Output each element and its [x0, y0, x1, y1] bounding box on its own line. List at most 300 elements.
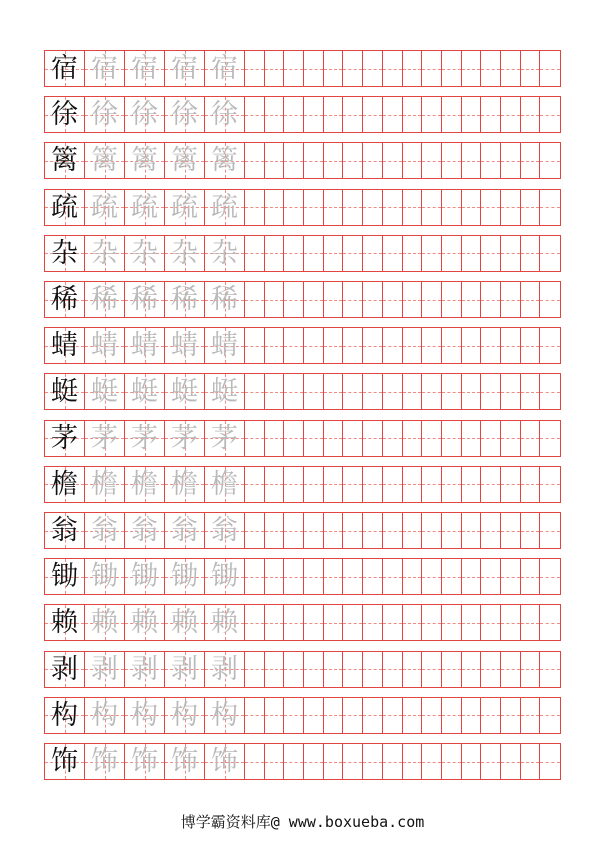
blank-practice-cell [501, 282, 521, 317]
trace-character: 赖 [131, 607, 158, 639]
model-character: 宿 [51, 53, 78, 84]
model-char-cell [45, 513, 85, 548]
practice-row [44, 697, 561, 734]
blank-practice-cell [481, 559, 501, 594]
blank-practice-cell [245, 51, 265, 86]
model-character: 饰 [51, 746, 78, 777]
trace-character: 疏 [211, 191, 238, 223]
blank-practice-cell [422, 190, 442, 225]
blank-practice-cell [245, 467, 265, 502]
blank-practice-cell [422, 143, 442, 178]
blank-practice-cell [481, 374, 501, 409]
practice-row [44, 558, 561, 595]
blank-practice-cell [265, 282, 285, 317]
trace-char-cell [125, 559, 165, 594]
trace-character: 宿 [171, 53, 198, 84]
trace-character: 蜻 [91, 330, 118, 362]
model-character: 茅 [51, 422, 78, 454]
trace-character: 构 [91, 699, 118, 731]
blank-practice-cell [265, 51, 285, 86]
trace-char-cell [205, 282, 245, 317]
blank-practice-cell [383, 421, 403, 456]
trace-char-cell [125, 605, 165, 640]
blank-practice-cell [245, 374, 265, 409]
blank-practice-cell [540, 467, 560, 502]
model-character: 檐 [51, 468, 78, 500]
blank-practice-cell [521, 328, 541, 363]
blank-practice-cell [462, 698, 482, 733]
blank-practice-cell [284, 374, 304, 409]
blank-practice-cell [501, 374, 521, 409]
blank-practice-cell [481, 97, 501, 132]
blank-practice-cell [304, 698, 324, 733]
blank-practice-cell [343, 605, 363, 640]
trace-char-cell [85, 513, 125, 548]
blank-practice-cell [265, 374, 285, 409]
model-char-cell [45, 421, 85, 456]
blank-practice-cell [403, 328, 423, 363]
blank-practice-cell [540, 605, 560, 640]
blank-practice-cell [403, 744, 423, 779]
blank-practice-cell [245, 744, 265, 779]
blank-practice-cell [363, 236, 383, 271]
trace-character: 蜻 [211, 330, 238, 362]
blank-practice-cell [304, 190, 324, 225]
trace-char-cell [205, 559, 245, 594]
blank-practice-cell [501, 513, 521, 548]
trace-character: 剥 [131, 653, 158, 685]
blank-practice-cell [324, 421, 344, 456]
blank-practice-cell [324, 51, 344, 86]
blank-practice-cell [265, 513, 285, 548]
blank-practice-cell [265, 605, 285, 640]
model-char-cell [45, 698, 85, 733]
trace-char-cell [125, 97, 165, 132]
trace-char-cell [125, 513, 165, 548]
blank-practice-cell [245, 513, 265, 548]
trace-char-cell [125, 652, 165, 687]
trace-character: 蜓 [171, 376, 198, 408]
trace-character: 杂 [91, 237, 118, 269]
blank-practice-cell [284, 744, 304, 779]
trace-char-cell [85, 467, 125, 502]
blank-practice-cell [422, 652, 442, 687]
blank-practice-cell [481, 51, 501, 86]
trace-character: 稀 [171, 284, 198, 315]
blank-practice-cell [462, 282, 482, 317]
blank-practice-cell [481, 143, 501, 178]
blank-practice-cell [481, 421, 501, 456]
blank-practice-cell [422, 51, 442, 86]
blank-practice-cell [304, 744, 324, 779]
blank-practice-cell [422, 374, 442, 409]
blank-practice-cell [343, 467, 363, 502]
trace-char-cell [165, 744, 205, 779]
practice-row [44, 512, 561, 549]
model-character: 锄 [51, 561, 78, 593]
practice-row [44, 651, 561, 688]
trace-char-cell [85, 97, 125, 132]
blank-practice-cell [284, 282, 304, 317]
blank-practice-cell [324, 605, 344, 640]
blank-practice-cell [363, 51, 383, 86]
blank-practice-cell [403, 374, 423, 409]
blank-practice-cell [284, 328, 304, 363]
trace-char-cell [125, 143, 165, 178]
blank-practice-cell [540, 190, 560, 225]
blank-practice-cell [442, 236, 462, 271]
blank-practice-cell [462, 559, 482, 594]
blank-practice-cell [501, 97, 521, 132]
model-char-cell [45, 51, 85, 86]
blank-practice-cell [363, 467, 383, 502]
blank-practice-cell [462, 652, 482, 687]
blank-practice-cell [521, 97, 541, 132]
trace-char-cell [85, 605, 125, 640]
trace-character: 蜓 [131, 376, 158, 408]
blank-practice-cell [481, 190, 501, 225]
blank-practice-cell [343, 421, 363, 456]
blank-practice-cell [422, 605, 442, 640]
trace-char-cell [85, 698, 125, 733]
blank-practice-cell [343, 236, 363, 271]
blank-practice-cell [481, 698, 501, 733]
footer-watermark: 博学霸资料库@ www.boxueba.com [180, 813, 425, 831]
blank-practice-cell [284, 51, 304, 86]
blank-practice-cell [383, 559, 403, 594]
trace-character: 赖 [211, 607, 238, 639]
blank-practice-cell [383, 374, 403, 409]
trace-char-cell [85, 652, 125, 687]
blank-practice-cell [540, 282, 560, 317]
blank-practice-cell [462, 605, 482, 640]
blank-practice-cell [521, 236, 541, 271]
blank-practice-cell [501, 143, 521, 178]
model-character: 蜓 [51, 376, 78, 408]
trace-char-cell [125, 190, 165, 225]
trace-char-cell [85, 328, 125, 363]
blank-practice-cell [521, 605, 541, 640]
trace-char-cell [85, 282, 125, 317]
blank-practice-cell [403, 51, 423, 86]
blank-practice-cell [304, 513, 324, 548]
trace-character: 构 [171, 699, 198, 731]
blank-practice-cell [501, 51, 521, 86]
blank-practice-cell [462, 97, 482, 132]
blank-practice-cell [422, 97, 442, 132]
blank-practice-cell [324, 328, 344, 363]
trace-char-cell [125, 467, 165, 502]
trace-char-cell [205, 421, 245, 456]
trace-char-cell [165, 236, 205, 271]
blank-practice-cell [245, 143, 265, 178]
blank-practice-cell [481, 605, 501, 640]
blank-practice-cell [343, 513, 363, 548]
blank-practice-cell [265, 143, 285, 178]
trace-character: 杂 [171, 237, 198, 269]
blank-practice-cell [284, 467, 304, 502]
practice-row [44, 743, 561, 780]
blank-practice-cell [245, 421, 265, 456]
blank-practice-cell [324, 559, 344, 594]
blank-practice-cell [540, 328, 560, 363]
blank-practice-cell [403, 513, 423, 548]
blank-practice-cell [363, 143, 383, 178]
blank-practice-cell [304, 328, 324, 363]
blank-practice-cell [324, 698, 344, 733]
trace-character: 檐 [91, 468, 118, 500]
blank-practice-cell [324, 652, 344, 687]
blank-practice-cell [324, 97, 344, 132]
blank-practice-cell [363, 190, 383, 225]
blank-practice-cell [383, 744, 403, 779]
trace-char-cell [205, 374, 245, 409]
blank-practice-cell [422, 744, 442, 779]
blank-practice-cell [540, 559, 560, 594]
blank-practice-cell [383, 143, 403, 178]
blank-practice-cell [265, 421, 285, 456]
blank-practice-cell [442, 744, 462, 779]
trace-character: 翁 [171, 515, 198, 546]
blank-practice-cell [363, 282, 383, 317]
trace-char-cell [205, 467, 245, 502]
trace-character: 饰 [211, 746, 238, 777]
blank-practice-cell [304, 559, 324, 594]
blank-practice-cell [462, 236, 482, 271]
blank-practice-cell [304, 605, 324, 640]
blank-practice-cell [245, 605, 265, 640]
blank-practice-cell [343, 744, 363, 779]
practice-row [44, 466, 561, 503]
blank-practice-cell [343, 51, 363, 86]
trace-character: 宿 [91, 53, 118, 84]
blank-practice-cell [422, 559, 442, 594]
blank-practice-cell [265, 698, 285, 733]
blank-practice-cell [284, 421, 304, 456]
blank-practice-cell [304, 374, 324, 409]
blank-practice-cell [462, 467, 482, 502]
blank-practice-cell [540, 421, 560, 456]
model-character: 杂 [51, 237, 78, 269]
blank-practice-cell [363, 513, 383, 548]
blank-practice-cell [343, 190, 363, 225]
blank-practice-cell [442, 328, 462, 363]
blank-practice-cell [284, 605, 304, 640]
blank-practice-cell [343, 143, 363, 178]
trace-char-cell [125, 328, 165, 363]
blank-practice-cell [462, 51, 482, 86]
trace-char-cell [205, 605, 245, 640]
blank-practice-cell [501, 190, 521, 225]
trace-character: 篱 [171, 145, 198, 177]
blank-practice-cell [521, 744, 541, 779]
blank-practice-cell [403, 282, 423, 317]
blank-practice-cell [442, 97, 462, 132]
blank-practice-cell [442, 559, 462, 594]
trace-char-cell [85, 143, 125, 178]
blank-practice-cell [442, 513, 462, 548]
trace-character: 宿 [211, 53, 238, 84]
model-character: 稀 [51, 284, 78, 315]
trace-character: 茅 [211, 422, 238, 454]
practice-row [44, 96, 561, 133]
blank-practice-cell [422, 328, 442, 363]
model-char-cell [45, 605, 85, 640]
trace-character: 篱 [131, 145, 158, 177]
practice-row [44, 142, 561, 179]
blank-practice-cell [521, 190, 541, 225]
blank-practice-cell [422, 282, 442, 317]
trace-character: 翁 [91, 515, 118, 546]
trace-character: 剥 [211, 653, 238, 685]
trace-character: 剥 [91, 653, 118, 685]
blank-practice-cell [501, 652, 521, 687]
trace-char-cell [205, 744, 245, 779]
trace-character: 锄 [171, 561, 198, 593]
model-char-cell [45, 282, 85, 317]
model-character: 疏 [51, 191, 78, 223]
blank-practice-cell [343, 559, 363, 594]
model-char-cell [45, 236, 85, 271]
model-char-cell [45, 744, 85, 779]
blank-practice-cell [462, 374, 482, 409]
trace-character: 锄 [91, 561, 118, 593]
trace-char-cell [125, 744, 165, 779]
blank-practice-cell [284, 559, 304, 594]
trace-character: 篱 [211, 145, 238, 177]
trace-char-cell [205, 513, 245, 548]
model-char-cell [45, 559, 85, 594]
trace-character: 蜻 [171, 330, 198, 362]
blank-practice-cell [363, 605, 383, 640]
trace-character: 锄 [131, 561, 158, 593]
trace-character: 蜻 [131, 330, 158, 362]
practice-row [44, 50, 561, 87]
blank-practice-cell [501, 698, 521, 733]
blank-practice-cell [521, 374, 541, 409]
blank-practice-cell [521, 143, 541, 178]
blank-practice-cell [284, 236, 304, 271]
trace-char-cell [85, 559, 125, 594]
blank-practice-cell [265, 236, 285, 271]
trace-character: 疏 [171, 191, 198, 223]
trace-char-cell [125, 236, 165, 271]
trace-char-cell [125, 698, 165, 733]
blank-practice-cell [363, 698, 383, 733]
blank-practice-cell [442, 282, 462, 317]
model-character: 赖 [51, 607, 78, 639]
blank-practice-cell [265, 190, 285, 225]
blank-practice-cell [383, 190, 403, 225]
blank-practice-cell [540, 698, 560, 733]
trace-character: 稀 [91, 284, 118, 315]
blank-practice-cell [363, 744, 383, 779]
practice-row [44, 373, 561, 410]
blank-practice-cell [284, 513, 304, 548]
trace-character: 徐 [171, 99, 198, 131]
blank-practice-cell [304, 97, 324, 132]
blank-practice-cell [462, 190, 482, 225]
trace-char-cell [165, 513, 205, 548]
blank-practice-cell [501, 236, 521, 271]
blank-practice-cell [403, 467, 423, 502]
trace-character: 蜓 [211, 376, 238, 408]
trace-char-cell [165, 143, 205, 178]
trace-char-cell [125, 374, 165, 409]
blank-practice-cell [363, 374, 383, 409]
blank-practice-cell [521, 421, 541, 456]
blank-practice-cell [383, 51, 403, 86]
blank-practice-cell [481, 328, 501, 363]
blank-practice-cell [422, 236, 442, 271]
blank-practice-cell [343, 282, 363, 317]
trace-character: 疏 [91, 191, 118, 223]
blank-practice-cell [422, 467, 442, 502]
trace-character: 饰 [91, 746, 118, 777]
trace-character: 剥 [171, 653, 198, 685]
blank-practice-cell [383, 467, 403, 502]
blank-practice-cell [383, 282, 403, 317]
blank-practice-cell [540, 236, 560, 271]
blank-practice-cell [304, 467, 324, 502]
blank-practice-cell [501, 421, 521, 456]
blank-practice-cell [403, 698, 423, 733]
trace-char-cell [125, 421, 165, 456]
model-character: 剥 [51, 653, 78, 685]
trace-char-cell [165, 51, 205, 86]
blank-practice-cell [304, 652, 324, 687]
trace-char-cell [165, 421, 205, 456]
trace-character: 稀 [131, 284, 158, 315]
blank-practice-cell [422, 421, 442, 456]
trace-char-cell [85, 190, 125, 225]
trace-char-cell [205, 236, 245, 271]
model-character: 蜻 [51, 330, 78, 362]
model-character: 篱 [51, 145, 78, 177]
blank-practice-cell [383, 97, 403, 132]
trace-char-cell [165, 328, 205, 363]
blank-practice-cell [442, 421, 462, 456]
trace-char-cell [125, 282, 165, 317]
blank-practice-cell [521, 51, 541, 86]
blank-practice-cell [245, 236, 265, 271]
blank-practice-cell [265, 97, 285, 132]
trace-char-cell [165, 467, 205, 502]
blank-practice-cell [481, 652, 501, 687]
blank-practice-cell [324, 513, 344, 548]
model-char-cell [45, 374, 85, 409]
blank-practice-cell [284, 143, 304, 178]
blank-practice-cell [284, 698, 304, 733]
model-char-cell [45, 143, 85, 178]
blank-practice-cell [462, 513, 482, 548]
trace-character: 翁 [131, 515, 158, 546]
trace-character: 篱 [91, 145, 118, 177]
blank-practice-cell [265, 467, 285, 502]
blank-practice-cell [304, 421, 324, 456]
blank-practice-cell [245, 559, 265, 594]
blank-practice-cell [481, 744, 501, 779]
blank-practice-cell [343, 698, 363, 733]
trace-character: 蜓 [91, 376, 118, 408]
blank-practice-cell [540, 97, 560, 132]
blank-practice-cell [403, 143, 423, 178]
blank-practice-cell [245, 282, 265, 317]
trace-char-cell [165, 282, 205, 317]
blank-practice-cell [521, 698, 541, 733]
trace-character: 宿 [131, 53, 158, 84]
blank-practice-cell [403, 190, 423, 225]
